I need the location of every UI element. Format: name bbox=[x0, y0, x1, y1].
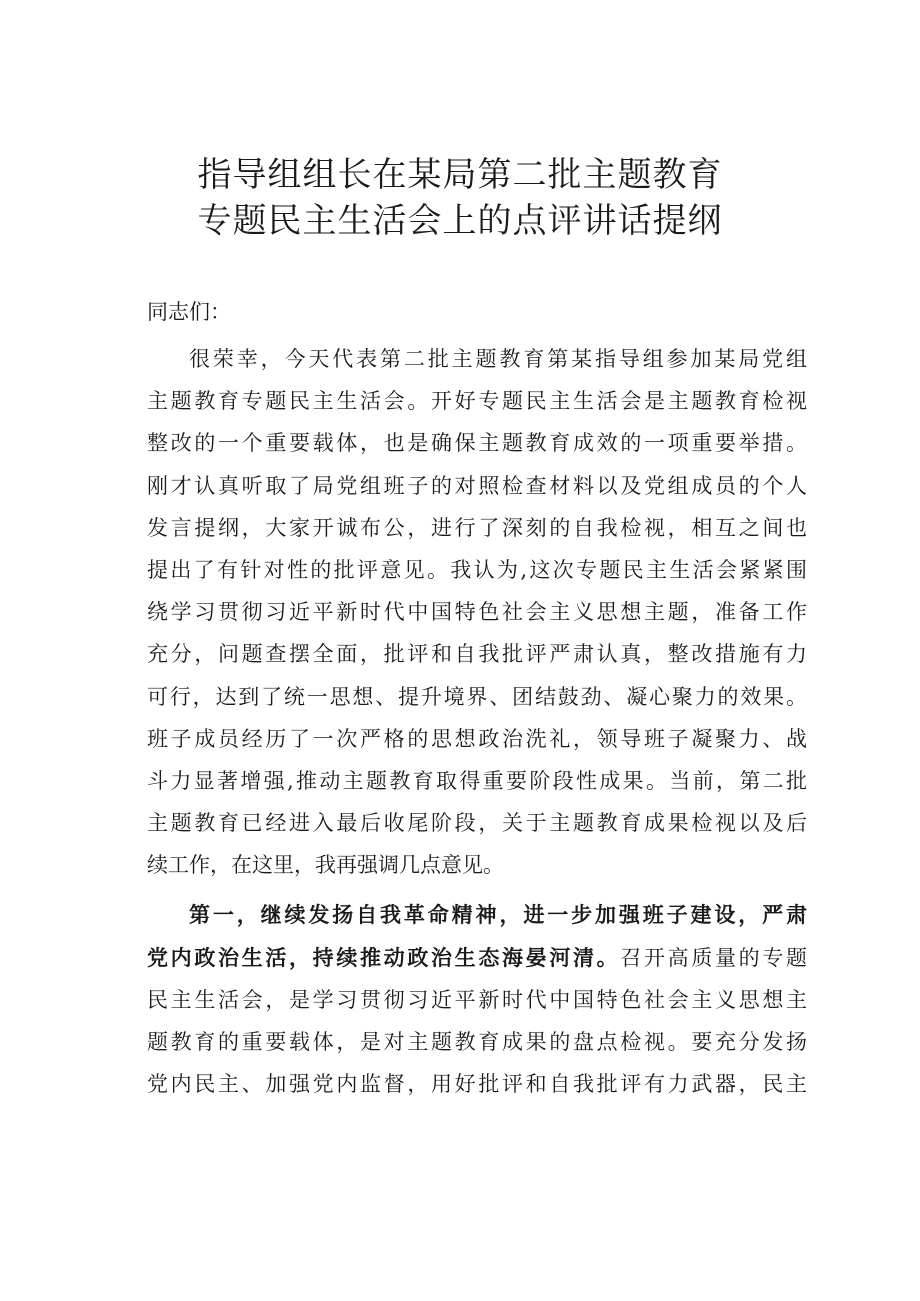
paragraph-line: 很荣幸，今天代表第二批主题教育第某指导组参加某局党组 bbox=[189, 347, 807, 371]
paragraph-heading-tail: 党内政治生活，持续推动政治生态海晏河清。 bbox=[147, 944, 621, 970]
title-line-1: 指导组组长在某局第二批主题教育 bbox=[197, 155, 723, 195]
paragraph-line: 斗力显著增强,推动主题教育取得重要阶段性成果。当前，第二批 bbox=[147, 768, 807, 793]
paragraph-line: 发言提纲，大家开诚布公，进行了深刻的自我检视，相互之间也 bbox=[147, 515, 807, 540]
paragraph-line: 党内民主、加强党内监督，用好批评和自我批评有力武器，民主 bbox=[147, 1072, 807, 1097]
paragraph-line: 绕学习贯彻习近平新时代中国特色社会主义思想主题，准备工作 bbox=[147, 600, 807, 625]
paragraph-line: 主题教育已经进入最后收尾阶段，关于主题教育成果检视以及后 bbox=[147, 811, 807, 836]
paragraph-line: 刚才认真听取了局党组班子的对照检查材料以及党组成员的个人 bbox=[147, 473, 807, 498]
paragraph-line: 主题教育专题民主生活会。开好专题民主生活会是主题教育检视 bbox=[147, 389, 807, 414]
paragraph-heading-line: 第一，继续发扬自我革命精神，进一步加强班子建设，严肃 bbox=[189, 902, 807, 928]
paragraph-line: 可行，达到了统一思想、提升境界、团结鼓劲、凝心聚力的效果。 bbox=[147, 684, 807, 709]
paragraph-line: 班子成员经历了一次严格的思想政治洗礼，领导班子凝聚力、战 bbox=[147, 726, 807, 751]
paragraph-line: 续工作，在这里，我再强调几点意见。 bbox=[147, 853, 504, 878]
salutation: 同志们： bbox=[147, 300, 231, 324]
document-body bbox=[147, 338, 807, 1105]
paragraph-line: 整改的一个重要载体，也是确保主题教育成效的一项重要举措。 bbox=[147, 431, 807, 456]
paragraph-line bbox=[147, 937, 807, 979]
paragraph-1 bbox=[147, 338, 807, 886]
paragraph-line: 民主生活会，是学习贯彻习近平新时代中国特色社会主义思想主 bbox=[147, 987, 807, 1012]
document-title bbox=[0, 152, 920, 244]
paragraph-line: 充分，问题查摆全面，批评和自我批评严肃认真，整改措施有力 bbox=[147, 642, 807, 667]
paragraph-line: 题教育的重要载体，是对主题教育成果的盘点检视。要充分发扬 bbox=[147, 1030, 807, 1054]
paragraph-2 bbox=[147, 894, 807, 1105]
paragraph-line: 提出了有针对性的批评意见。我认为,这次专题民主生活会紧紧围 bbox=[147, 557, 807, 582]
title-line-2: 专题民主生活会上的点评讲话提纲 bbox=[197, 201, 723, 241]
paragraph-line-rest: 召开高质量的专题 bbox=[620, 945, 807, 970]
